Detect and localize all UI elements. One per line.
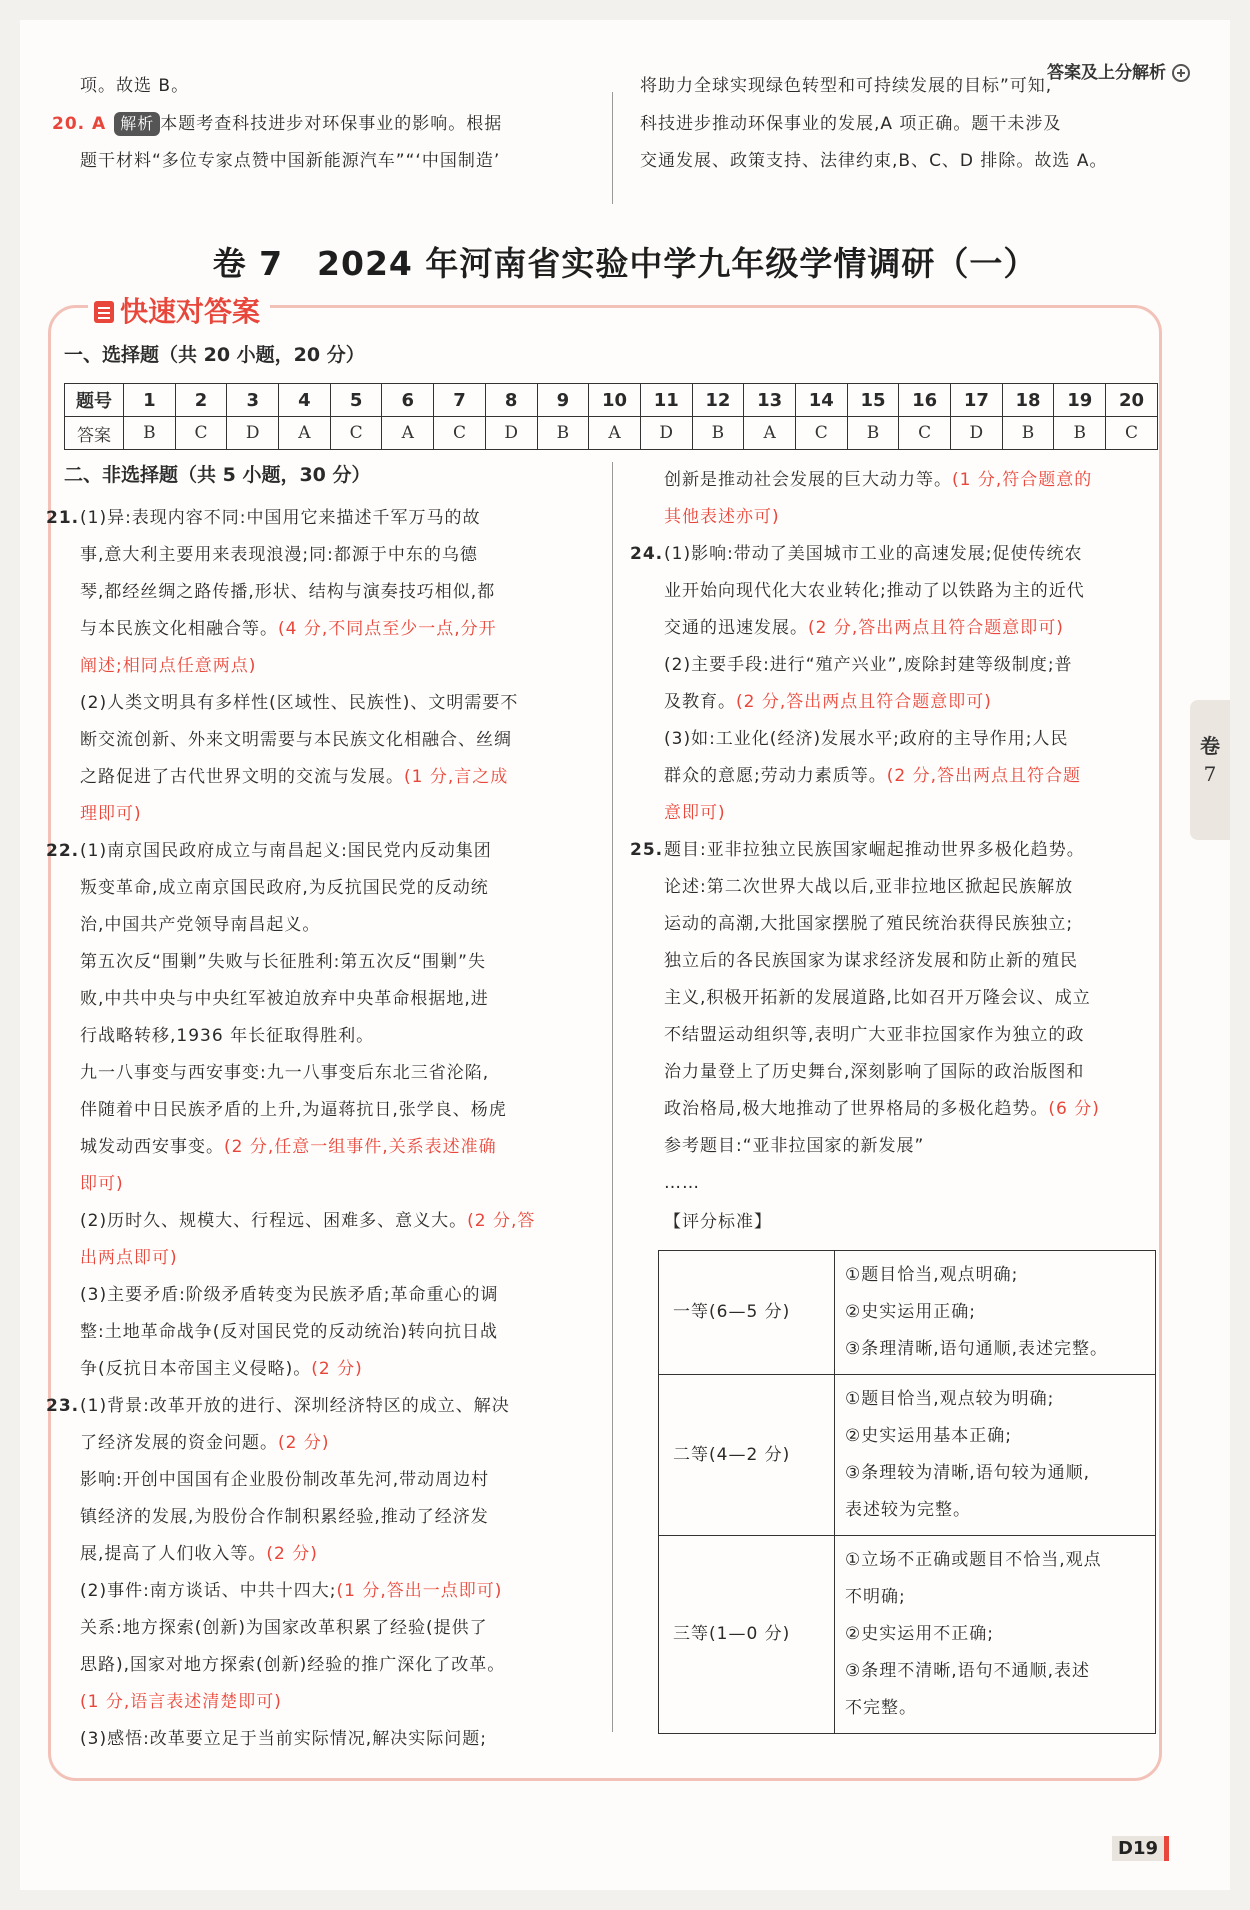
criteria-line: ③条理不清晰,语句不通顺,表述 <box>845 1661 1091 1681</box>
score-note: (1 分,语言表述清楚即可) <box>80 1692 282 1712</box>
section1-title: 一、选择题（共 20 小题，20 分） <box>64 344 365 366</box>
text-line: …… <box>664 1173 700 1193</box>
grading-table <box>658 1250 1156 1734</box>
score-note: (1 分,言之成 <box>404 767 509 787</box>
score-note: 其他表述亦可) <box>664 507 780 527</box>
score-note: (1 分,答出一点即可) <box>336 1581 503 1601</box>
section2-title: 二、非选择题（共 5 小题，30 分） <box>64 464 371 486</box>
answer-cell: B <box>1002 417 1054 450</box>
text-line <box>80 1536 610 1573</box>
text-span: 创新是推动社会发展的巨大动力等。 <box>664 470 952 490</box>
score-note: 意即可) <box>664 803 726 823</box>
grade-level: 二等(4—2 分) <box>659 1375 835 1536</box>
question-number-cell: 15 <box>847 384 899 417</box>
text-line <box>80 1129 610 1166</box>
score-note: (2 分,答出两点且符合题意即可) <box>808 618 1064 638</box>
right-column <box>630 462 1164 1241</box>
score-note: (4 分,不同点至少一点,分开 <box>278 619 497 639</box>
question-number-cell: 4 <box>279 384 331 417</box>
text-line: 琴,都经丝绸之路传播,形状、结构与演奏技巧相似,都 <box>80 582 496 602</box>
text-line: 九一八事变与西安事变:九一八事变后东北三省沦陷, <box>80 1063 490 1083</box>
grade-row <box>659 1251 1156 1375</box>
answer-cell: B <box>1054 417 1106 450</box>
score-note: 理即可) <box>80 804 142 824</box>
grade-level: 一等(6—5 分) <box>659 1251 835 1375</box>
grade-level: 三等(1—0 分) <box>659 1536 835 1734</box>
answer-cell: C <box>175 417 227 450</box>
criteria-line: ③条理清晰,语句通顺,表述完整。 <box>845 1339 1109 1359</box>
text-span: 争(反抗日本帝国主义侵略)。 <box>80 1359 312 1379</box>
text-line: 事,意大利主要用来表现浪漫;同:都源于中东的乌德 <box>80 545 478 565</box>
answer-cell: D <box>485 417 537 450</box>
criteria-line: ②史实运用正确; <box>845 1302 976 1322</box>
text-span: 题目:亚非拉独立民族国家崛起推动世界多极化趋势。 <box>664 840 1085 860</box>
row-label-answer: 答案 <box>65 417 124 450</box>
quick-answer-label: 快速对答案 <box>120 295 261 328</box>
text-span: 之路促进了古代世界文明的交流与发展。 <box>80 767 404 787</box>
text-line: (1)异:表现内容不同:中国用它来描述千军万马的故 <box>80 508 481 528</box>
q20-right-line3: 交通发展、政策支持、法律约束,B、C、D 排除。故选 A。 <box>640 151 1108 171</box>
answer-cell: C <box>330 417 382 450</box>
text-line <box>80 759 610 796</box>
q20-line2: 题干材料“多位专家点赞中国新能源汽车”“‘中国制造’ <box>80 151 501 171</box>
answer-cell: D <box>227 417 279 450</box>
answer-cell: B <box>847 417 899 450</box>
question-number-cell: 3 <box>227 384 279 417</box>
text-line <box>80 1203 610 1240</box>
row-label-number: 题号 <box>65 384 124 417</box>
analysis-tag: 解析 <box>114 112 160 136</box>
text-span: (2)历时久、规模大、行程远、困难多、意义大。 <box>80 1211 468 1231</box>
text-line: 运动的高潮,大批国家摆脱了殖民统治获得民族独立; <box>664 914 1074 934</box>
text-line: 行战略转移,1936 年长征取得胜利。 <box>80 1026 375 1046</box>
score-note: 出两点即可) <box>80 1248 178 1268</box>
text-line: 镇经济的发展,为股份合作制积累经验,推动了经济发 <box>80 1507 489 1527</box>
text-line: 败,中共中央与中央红军被迫放弃中央革命根据地,进 <box>80 989 489 1009</box>
text-span: (1)南京国民政府成立与南昌起义:国民党内反动集团 <box>80 841 492 861</box>
text-line <box>664 758 1164 795</box>
text-line: 业开始向现代化大农业转化;推动了以铁路为主的近代 <box>664 581 1085 601</box>
section-header <box>1047 58 1190 83</box>
text-span: 及教育。 <box>664 692 736 712</box>
question-number-cell: 9 <box>537 384 589 417</box>
text-line: 主义,积极开拓新的发展道路,比如召开万隆会议、成立 <box>664 988 1091 1008</box>
answer-cell: A <box>589 417 641 450</box>
answer-cell: D <box>640 417 692 450</box>
criteria-line: ①题目恰当,观点较为明确; <box>845 1389 1055 1409</box>
text-span: (2)事件:南方谈话、中共十四大; <box>80 1581 337 1601</box>
criteria-line: 不完整。 <box>845 1698 917 1718</box>
grade-row <box>659 1375 1156 1536</box>
criteria-line: ②史实运用基本正确; <box>845 1426 1012 1446</box>
q20-right-line1: 将助力全球实现绿色转型和可持续发展的目标”可知, <box>640 76 1053 96</box>
question-number-cell: 1 <box>124 384 176 417</box>
q20-right-line2: 科技进步推动环保事业的发展,A 项正确。题干未涉及 <box>640 114 1062 134</box>
text-line: 影响:开创中国国有企业股份制改革先河,带动周边村 <box>80 1470 490 1490</box>
score-note: 阐述;相同点任意两点) <box>80 656 257 676</box>
text-line: 治,中国共产党领导南昌起义。 <box>80 915 321 935</box>
text-span: 政治格局,极大地推动了世界格局的多极化趋势。 <box>664 1099 1049 1119</box>
criteria-line: ①立场不正确或题目不恰当,观点 <box>845 1550 1102 1570</box>
text-line: 断交流创新、外来文明需要与本民族文化相融合、丝绸 <box>80 730 512 750</box>
text-span: 城发动西安事变。 <box>80 1137 224 1157</box>
score-note: (2 分,任意一组事件,关系表述准确 <box>224 1137 497 1157</box>
criteria-line: ③条理较为清晰,语句较为通顺, <box>845 1463 1091 1483</box>
text-span: 群众的意愿;劳动力素质等。 <box>664 766 887 786</box>
answer-cell: A <box>744 417 796 450</box>
answer-cell: C <box>795 417 847 450</box>
question-number-cell: 11 <box>640 384 692 417</box>
q24-line <box>630 536 1164 573</box>
document-icon <box>94 301 114 323</box>
text-line: (3)主要矛盾:阶级矛盾转变为民族矛盾;革命重心的调 <box>80 1285 499 1305</box>
text-line: 论述:第二次世界大战以后,亚非拉地区掀起民族解放 <box>664 877 1074 897</box>
question-number: 23. <box>46 1396 80 1416</box>
answer-cell: D <box>951 417 1003 450</box>
volume-tab-number: 7 <box>1203 762 1217 786</box>
question-number: 22. <box>46 841 80 861</box>
question-number-cell: 2 <box>175 384 227 417</box>
table-row-answers <box>65 417 1158 450</box>
question-number-cell: 13 <box>744 384 796 417</box>
text-line: 叛变革命,成立南京国民政府,为反抗国民党的反动统 <box>80 878 489 898</box>
criteria-line: ①题目恰当,观点明确; <box>845 1265 1019 1285</box>
question-number: 21. <box>46 508 80 528</box>
text-line: 不结盟运动组织等,表明广大亚非拉国家作为独立的政 <box>664 1025 1085 1045</box>
text-line <box>80 1351 610 1388</box>
section-label: 答案及上分解析 <box>1047 63 1166 83</box>
text-span: 展,提高了人们收入等。 <box>80 1544 267 1564</box>
q21-line <box>46 500 610 537</box>
question-number-cell: 19 <box>1054 384 1106 417</box>
text-line <box>664 1091 1164 1128</box>
score-note: (6 分) <box>1048 1099 1100 1119</box>
q22-line <box>46 833 610 870</box>
question-number-cell: 6 <box>382 384 434 417</box>
volume-tab <box>1190 700 1230 840</box>
text-line <box>664 684 1164 721</box>
q20-text: 本题考查科技进步对环保事业的影响。根据 <box>160 114 503 134</box>
plus-circle-icon <box>1172 64 1190 82</box>
text-line: (3)感悟:改革要立足于当前实际情况,解决实际问题; <box>80 1729 487 1749</box>
text-line: 参考题目:“亚非拉国家的新发展” <box>664 1136 925 1156</box>
text-line: 关系:地方探索(创新)为国家改革积累了经验(提供了 <box>80 1618 488 1638</box>
question-number: 24. <box>630 544 664 564</box>
answer-cell: B <box>124 417 176 450</box>
question-number-cell: 5 <box>330 384 382 417</box>
criteria-line: 表述较为完整。 <box>845 1500 971 1520</box>
text-line: (3)如:工业化(经济)发展水平;政府的主导作用;人民 <box>664 729 1069 749</box>
text-span: 交通的迅速发展。 <box>664 618 808 638</box>
question-number-cell: 14 <box>795 384 847 417</box>
text-line: (2)人类文明具有多样性(区域性、民族性)、文明需要不 <box>80 693 519 713</box>
text-line <box>664 462 1164 499</box>
text-span: (1)影响:带动了美国城市工业的高速发展;促使传统农 <box>664 544 1083 564</box>
text-span: (1)背景:改革开放的进行、深圳经济特区的成立、解决 <box>80 1396 510 1416</box>
criteria-line: ②史实运用不正确; <box>845 1624 994 1644</box>
text-line: 第五次反“围剿”失败与长征胜利:第五次反“围剿”失 <box>80 952 486 972</box>
grade-criteria <box>835 1251 1156 1375</box>
question-number-cell: 12 <box>692 384 744 417</box>
question-number-cell: 7 <box>434 384 486 417</box>
score-note: (2 分,答出两点且符合题 <box>886 766 1081 786</box>
answer-cell: A <box>382 417 434 450</box>
score-note: (2 分) <box>311 1359 363 1379</box>
left-column <box>46 500 610 1758</box>
score-note: 即可) <box>80 1174 124 1194</box>
criteria-line: 不明确; <box>845 1587 906 1607</box>
quick-answer-heading <box>88 290 270 330</box>
score-note: (1 分,符合题意的 <box>952 470 1093 490</box>
text-line <box>80 611 610 648</box>
question-number-cell: 10 <box>589 384 641 417</box>
question-number-cell: 18 <box>1002 384 1054 417</box>
page-number: D19 <box>1112 1836 1169 1861</box>
score-note: (2 分,答 <box>467 1211 536 1231</box>
score-note: (2 分) <box>278 1433 330 1453</box>
text-span: 与本民族文化相融合等。 <box>80 619 278 639</box>
text-line: 治力量登上了历史舞台,深刻影响了国际的政治版图和 <box>664 1062 1085 1082</box>
question-number-cell: 16 <box>899 384 951 417</box>
q20-line1 <box>52 106 502 143</box>
question-number-cell: 8 <box>485 384 537 417</box>
text-line <box>664 610 1164 647</box>
carryover-line: 项。故选 B。 <box>80 76 190 96</box>
page-title: 卷 7 2024 年河南省实验中学九年级学情调研（一） <box>212 244 1038 283</box>
column-divider <box>612 462 613 1732</box>
answer-cell: B <box>692 417 744 450</box>
text-line: 伴随着中日民族矛盾的上升,为逼蒋抗日,张学良、杨虎 <box>80 1100 507 1120</box>
score-note: (2 分,答出两点且符合题意即可) <box>736 692 992 712</box>
q20-number: 20. A <box>52 114 107 134</box>
grade-criteria <box>835 1536 1156 1734</box>
text-line: 独立后的各民族国家为谋求经济发展和防止新的殖民 <box>664 951 1078 971</box>
text-line <box>80 1425 610 1462</box>
grade-criteria <box>835 1375 1156 1536</box>
score-note: (2 分) <box>266 1544 318 1564</box>
table-row-numbers <box>65 384 1158 417</box>
answer-cell: C <box>1106 417 1158 450</box>
text-line: (2)主要手段:进行“殖产兴业”,废除封建等级制度;普 <box>664 655 1073 675</box>
question-number: 25. <box>630 840 664 860</box>
answer-table <box>64 383 1158 450</box>
answer-cell: A <box>279 417 331 450</box>
text-span: 了经济发展的资金问题。 <box>80 1433 278 1453</box>
volume-tab-label: 卷 <box>1200 734 1220 758</box>
grade-row <box>659 1536 1156 1734</box>
column-divider <box>612 92 613 204</box>
answer-cell: C <box>434 417 486 450</box>
q25-line <box>630 832 1164 869</box>
question-number-cell: 20 <box>1106 384 1158 417</box>
text-line <box>80 1573 610 1610</box>
q23-line <box>46 1388 610 1425</box>
criteria-title: 【评分标准】 <box>664 1212 772 1232</box>
text-line: 整:土地革命战争(反对国民党的反动统治)转向抗日战 <box>80 1322 498 1342</box>
answer-cell: B <box>537 417 589 450</box>
answer-cell: C <box>899 417 951 450</box>
question-number-cell: 17 <box>951 384 1003 417</box>
text-line: 思路),国家对地方探索(创新)经验的推广深化了改革。 <box>80 1655 506 1675</box>
